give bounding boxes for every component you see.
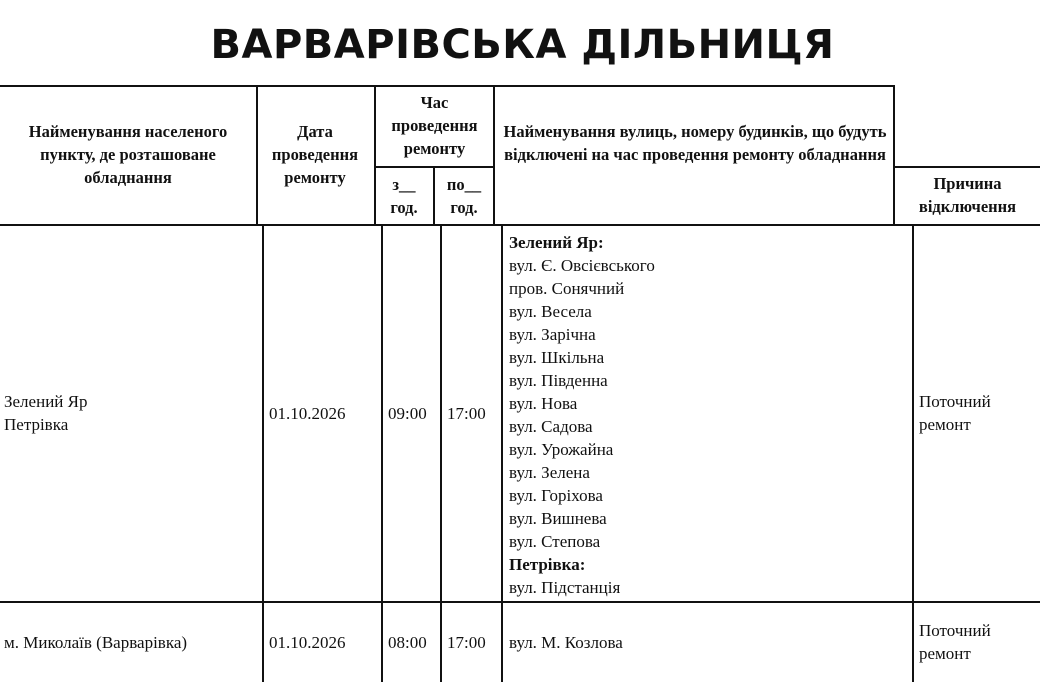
settlement-line: Зелений Яр xyxy=(4,392,88,411)
street-item: пров. Сонячний xyxy=(509,279,625,298)
header-bottom-border xyxy=(0,224,1040,226)
body-col-divider xyxy=(381,226,383,682)
header-reason: Причина відключення xyxy=(918,174,1017,216)
settlement-line: Петрівка xyxy=(4,415,69,434)
street-item: вул. Шкільна xyxy=(509,348,605,367)
reason-line: ремонт xyxy=(919,415,971,434)
row2-time-from: 08:00 xyxy=(388,633,427,652)
header-streets: Найменування вулиць, номеру будинків, що будуть відключені на час проведення ремонту обладнання xyxy=(503,122,887,164)
reason-line: ремонт xyxy=(919,644,971,663)
street-item: вул. Урожайна xyxy=(509,440,614,459)
body-col-divider xyxy=(912,226,914,682)
header-settlement: Найменування населеного пункту, де розташоване обладнання xyxy=(28,122,228,187)
row1-streets-list xyxy=(509,231,899,599)
reason-line: Поточний xyxy=(919,392,991,411)
row-divider xyxy=(0,601,1040,603)
street-item: вул. Підстанція xyxy=(509,578,621,597)
header-col-divider xyxy=(893,85,895,226)
row1-date: 01.10.2026 xyxy=(269,404,346,423)
body-col-divider xyxy=(440,226,442,682)
row2-streets-list xyxy=(509,631,899,654)
row2-time-to: 17:00 xyxy=(447,633,486,652)
street-item: вул. Вишнева xyxy=(509,509,607,528)
row1-reason xyxy=(919,390,1037,436)
time-subheader-divider xyxy=(376,166,494,168)
table-top-border xyxy=(0,85,895,87)
row2-settlement xyxy=(4,631,259,654)
header-col-divider xyxy=(433,166,435,226)
settlement-line: м. Миколаїв (Варварівка) xyxy=(4,633,188,652)
street-item: вул. Весела xyxy=(509,302,592,321)
street-item: вул. Степова xyxy=(509,532,601,551)
street-item: вул. Зарічна xyxy=(509,325,596,344)
row2-reason xyxy=(919,619,1037,665)
header-time-to: по__ год. xyxy=(446,175,482,217)
reason-line: Поточний xyxy=(919,621,991,640)
street-item: вул. Південна xyxy=(509,371,608,390)
header-date: Дата проведення ремонту xyxy=(271,122,359,187)
reason-header-top-border xyxy=(895,166,1040,168)
street-item: вул. Горіхова xyxy=(509,486,603,505)
row1-time-to: 17:00 xyxy=(447,404,486,423)
page-title: ВАРВАРІВСЬКА ДІЛЬНИЦЯ xyxy=(210,22,835,68)
row2-date: 01.10.2026 xyxy=(269,633,346,652)
header-time: Час проведення ремонту xyxy=(391,93,478,158)
settlement-heading: Зелений Яр: xyxy=(509,233,604,252)
street-item: вул. Є. Овсієвського xyxy=(509,256,655,275)
header-col-divider xyxy=(493,85,495,226)
street-item: вул. Садова xyxy=(509,417,593,436)
street-item: вул. Зелена xyxy=(509,463,590,482)
street-item: вул. М. Козлова xyxy=(509,633,623,652)
header-time-from: з__ год. xyxy=(390,175,418,217)
row1-time-from: 09:00 xyxy=(388,404,427,423)
header-col-divider xyxy=(256,85,258,226)
body-col-divider xyxy=(262,226,264,682)
body-col-divider xyxy=(501,226,503,682)
header-col-divider xyxy=(374,85,376,226)
settlement-heading: Петрівка: xyxy=(509,555,586,574)
row1-settlement xyxy=(4,390,254,436)
street-item: вул. Нова xyxy=(509,394,578,413)
